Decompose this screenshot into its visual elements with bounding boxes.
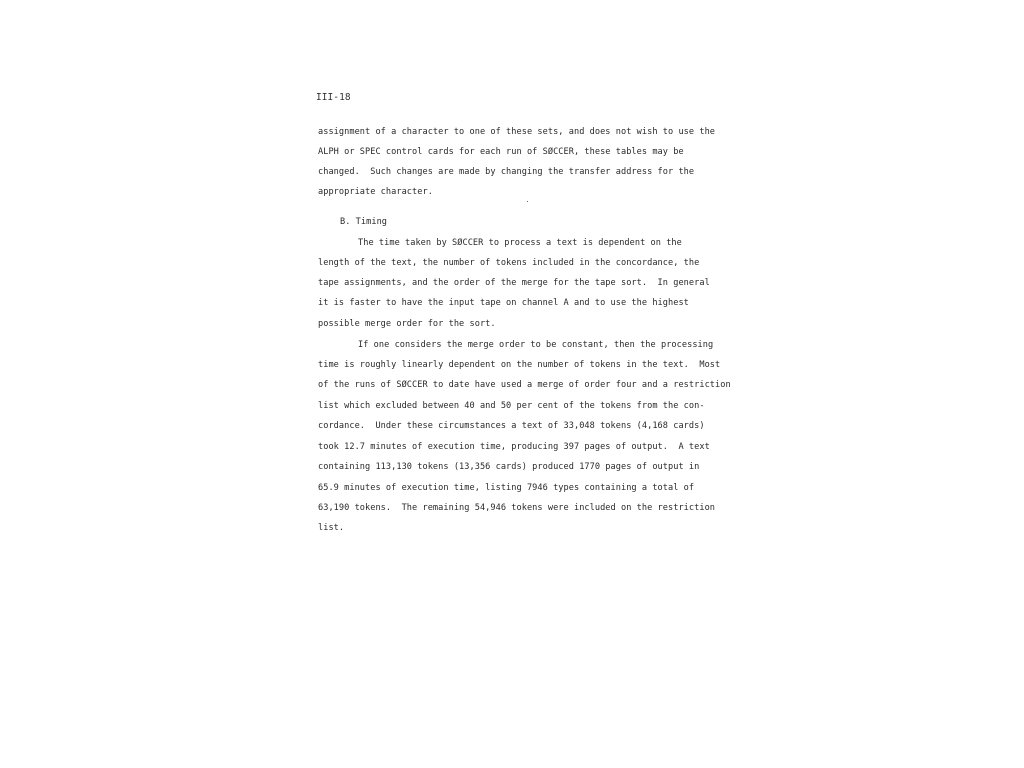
paragraph-1-line-3: changed. Such changes are made by changing the transfer address for the (318, 167, 695, 177)
paragraph-1-line-2: ALPH or SPEC control cards for each run of SØCCER, these tables may be (318, 147, 684, 157)
paragraph-3-line-10: list. (318, 523, 345, 533)
paragraph-1-line-4: appropriate character. (318, 187, 433, 197)
paragraph-3-line-4: list which excluded between 40 and 50 per cent of the tokens from the con- (318, 401, 705, 411)
paragraph-3-line-9: 63,190 tokens. The remaining 54,946 tokens were included on the restriction (318, 503, 716, 513)
paragraph-3-line-3: of the runs of SØCCER to date have used a merge of order four and a restriction (318, 380, 731, 390)
paragraph-2-line-4: it is faster to have the input tape on channel A and to use the highest (318, 298, 689, 308)
paragraph-2-line-2: length of the text, the number of tokens included in the concordance, the (318, 258, 700, 268)
paragraph-3-line-5: cordance. Under these circumstances a text of 33,048 tokens (4,168 cards) (318, 421, 705, 431)
paragraph-3-line-7: containing 113,130 tokens (13,356 cards) produced 1770 pages of output in (318, 462, 700, 472)
paragraph-3-line-2: time is roughly linearly dependent on the number of tokens in the text. Most (318, 360, 721, 370)
paragraph-2-line-3: tape assignments, and the order of the merge for the tape sort. In general (318, 278, 710, 288)
paragraph-3-line-1: If one considers the merge order to be constant, then the processing (358, 340, 714, 350)
section-heading: B. Timing (340, 217, 388, 227)
paragraph-2-line-1: The time taken by SØCCER to process a text is dependent on the (358, 238, 682, 248)
paragraph-1-line-1: assignment of a character to one of these sets, and does not wish to use the (318, 127, 716, 137)
paragraph-2-line-5: possible merge order for the sort. (318, 319, 496, 329)
page-number: III-18 (316, 92, 351, 103)
paragraph-3-line-6: took 12.7 minutes of execution time, producing 397 pages of output. A text (318, 442, 710, 452)
stray-mark (527, 201, 528, 202)
paragraph-3-line-8: 65.9 minutes of execution time, listing 7946 types containing a total of (318, 483, 695, 493)
